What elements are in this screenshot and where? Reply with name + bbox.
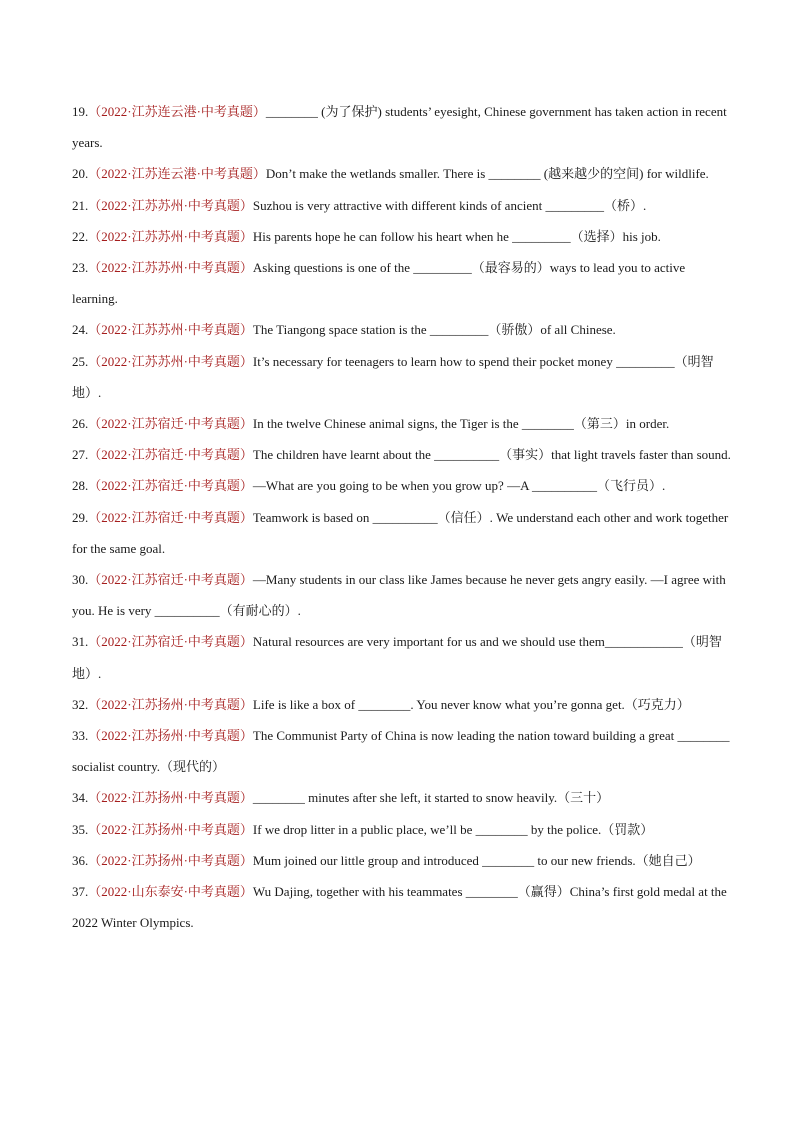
question-source: （2022·江苏宿迁·中考真题） [88,478,253,494]
question-number: 22. [72,228,89,244]
question-source: （2022·江苏连云港·中考真题） [88,166,266,182]
question-item [72,626,732,688]
question-source: （2022·江苏宿迁·中考真题） [88,572,253,588]
question-number: 35. [72,821,89,837]
question-number: 37. [72,884,89,900]
question-source: （2022·江苏苏州·中考真题） [88,197,253,213]
question-text: Asking questions is one of the _________（最容易的）ways to lead you to active learning. [72,260,686,307]
question-source: （2022·江苏苏州·中考真题） [88,322,253,338]
question-item [72,720,732,782]
question-item [72,314,732,345]
question-number: 31. [72,634,89,650]
question-source: （2022·江苏宿迁·中考真题） [88,634,253,650]
question-text: The children have learnt about the __________（事实）that light travels faster than sound. [252,447,731,463]
question-number: 34. [72,790,89,806]
question-text: Natural resources are very important for us and we should use them____________（明智地）. [72,634,722,681]
question-source: （2022·江苏扬州·中考真题） [88,728,253,744]
question-item [72,845,732,876]
question-source: （2022·江苏连云港·中考真题） [88,104,266,119]
question-item [72,158,732,189]
question-item [72,221,732,252]
question-text: The Communist Party of China is now leading the nation toward building a great ________ socialist country.（现代的） [72,728,730,775]
question-item [72,782,732,813]
question-number: 29. [72,509,89,525]
question-text: His parents hope he can follow his heart when he _________（选择）his job. [252,228,661,244]
question-text: Wu Dajing, together with his teammates ________（赢得）China’s first gold medal at the 2022 Winter Olympics. [72,884,727,931]
question-text: In the twelve Chinese animal signs, the Tiger is the ________（第三）in order. [252,416,670,432]
question-source: （2022·江苏扬州·中考真题） [88,821,253,837]
question-number: 32. [72,696,89,712]
question-item [72,190,732,221]
question-text: If we drop litter in a public place, we’ll be ________ by the police.（罚款） [252,821,654,837]
question-number: 24. [72,322,89,338]
question-number: 30. [72,572,89,588]
question-text: —Many students in our class like James because he never gets angry easily. —I agree with you. He is very __________（有耐心的）. [72,572,726,619]
question-source: （2022·江苏宿迁·中考真题） [88,509,253,525]
question-item [72,689,732,720]
question-item [72,876,732,938]
question-number: 19. [72,104,89,119]
question-item [72,252,732,314]
question-text: The Tiangong space station is the _________（骄傲）of all Chinese. [252,322,616,338]
question-number: 23. [72,260,89,276]
question-source: （2022·江苏苏州·中考真题） [88,228,253,244]
question-number: 20. [72,166,89,182]
question-list [72,96,732,938]
question-text: Teamwork is based on __________（信任）. We understand each other and work together for the same goal. [72,509,729,556]
question-source: （2022·江苏苏州·中考真题） [88,353,253,369]
question-source: （2022·江苏扬州·中考真题） [88,852,253,868]
question-source: （2022·江苏宿迁·中考真题） [88,447,253,463]
question-item [72,439,732,470]
question-item [72,96,732,158]
question-number: 28. [72,478,89,494]
question-text: It’s necessary for teenagers to learn how to spend their pocket money _________（明智地）. [72,353,714,400]
question-item [72,814,732,845]
question-source: （2022·江苏扬州·中考真题） [88,696,253,712]
question-item [72,408,732,439]
question-item [72,564,732,626]
question-number: 33. [72,728,89,744]
question-number: 27. [72,447,89,463]
question-source: （2022·江苏宿迁·中考真题） [88,416,253,432]
question-text: Life is like a box of ________. You never know what you’re gonna get.（巧克力） [252,696,690,712]
question-text: —What are you going to be when you grow up? —A __________（飞行员）. [252,478,666,494]
question-item [72,502,732,564]
question-text: Suzhou is very attractive with different kinds of ancient _________（桥）. [252,197,647,213]
question-item [72,470,732,501]
question-text: ________ minutes after she left, it started to snow heavily.（三十） [252,790,610,806]
question-item [72,346,732,408]
question-source: （2022·江苏苏州·中考真题） [88,260,253,276]
question-text: Mum joined our little group and introduced ________ to our new friends.（她自己） [252,852,701,868]
question-source: （2022·江苏扬州·中考真题） [88,790,253,806]
question-number: 26. [72,416,89,432]
question-number: 21. [72,197,89,213]
question-source: （2022·山东泰安·中考真题） [88,884,253,900]
question-number: 25. [72,353,89,369]
question-text: Don’t make the wetlands smaller. There is ________ (越来越少的空间) for wildlife. [265,166,709,182]
question-number: 36. [72,852,89,868]
question-text: ________ (为了保护) students’ eyesight, Chinese government has taken action in recent years. [72,104,727,151]
